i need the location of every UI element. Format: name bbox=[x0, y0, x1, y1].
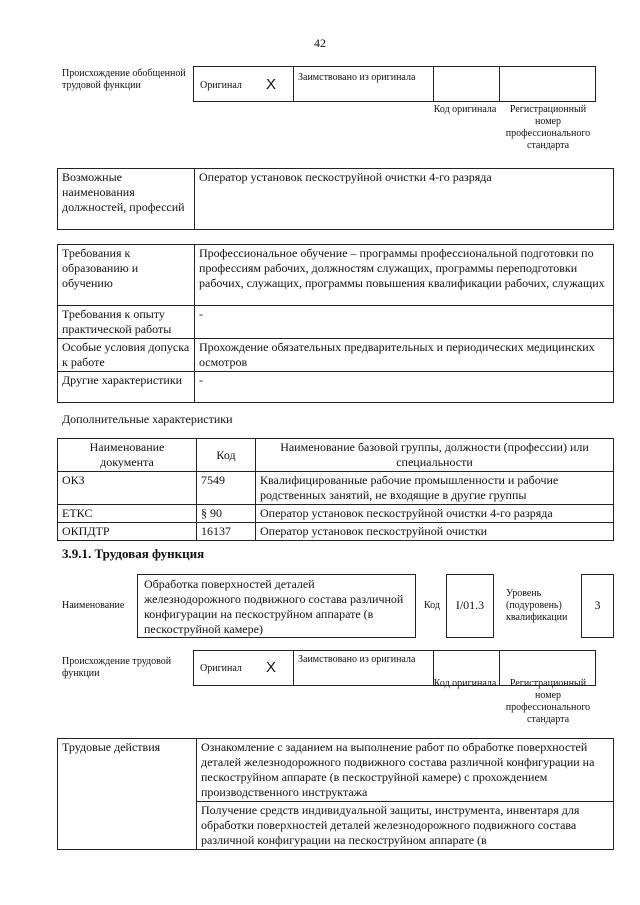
requirement-row bbox=[58, 339, 614, 372]
actions-table bbox=[57, 738, 614, 850]
origin-label: Происхождение трудовой функции bbox=[62, 656, 172, 679]
origin-label: Происхождение обобщенной трудовой функции bbox=[62, 68, 186, 91]
code-caption: Код оригинала bbox=[433, 678, 497, 689]
requirement-value: - bbox=[195, 372, 614, 403]
row-code: 7549 bbox=[197, 472, 256, 505]
row-code: § 90 bbox=[197, 505, 256, 523]
borrowed-cell bbox=[293, 651, 433, 685]
action-item: Ознакомление с заданием на выполнение работ по обработке поверхностей деталей железнодорожного подвижного состава различной конфигурации на пескоструйном аппарате (в пескоструйной камере) с прохождением производственного инструктажа bbox=[197, 739, 614, 802]
requirement-label: Требования к образованию и обучению bbox=[58, 245, 195, 306]
additional-header-row bbox=[58, 439, 614, 472]
requirement-row bbox=[58, 372, 614, 403]
original-mark: X bbox=[266, 76, 277, 93]
row-name: Квалифицированные рабочие промышленности и рабочие родственных занятий, не входящие в другие группы bbox=[256, 472, 614, 505]
positions-value: Оператор установок пескоструйной очистки 4-го разряда bbox=[195, 169, 614, 230]
borrowed-label: Заимствовано из оригинала bbox=[298, 654, 416, 665]
borrowed-cell bbox=[293, 67, 433, 101]
requirement-row bbox=[58, 306, 614, 339]
requirement-value: Профессиональное обучение – программы профессиональной подготовки по профессиям рабочих, должностям служащих, программы переподготовки рабочих, служащих, программы повышения квалификации рабочих, служащих bbox=[195, 245, 614, 306]
requirements-table bbox=[57, 244, 614, 403]
borrowed-label: Заимствовано из оригинала bbox=[298, 72, 416, 83]
original-label: Оригинал bbox=[200, 80, 242, 91]
table-row bbox=[58, 472, 614, 505]
row-name: Оператор установок пескоструйной очистки 4-го разряда bbox=[256, 505, 614, 523]
name-label: Наименование bbox=[62, 600, 125, 611]
origin-table bbox=[193, 66, 596, 102]
row-document: ЕТКС bbox=[58, 505, 197, 523]
level-label: Уровень (подуровень) квалификации bbox=[506, 588, 568, 623]
additional-table bbox=[57, 438, 614, 541]
row-document: ОКЗ bbox=[58, 472, 197, 505]
requirement-label: Требования к опыту практической работы bbox=[58, 306, 195, 339]
reg-caption: Регистрационный номер профессионального стандарта bbox=[505, 104, 591, 151]
requirement-label: Особые условия допуска к работе bbox=[58, 339, 195, 372]
header-document: Наименование документа bbox=[58, 439, 197, 472]
requirement-row bbox=[58, 245, 614, 306]
original-code-cell bbox=[433, 67, 499, 101]
table-row bbox=[58, 739, 614, 802]
function-code-box: I/01.3 bbox=[446, 574, 494, 638]
requirement-value: - bbox=[195, 306, 614, 339]
page-number: 42 bbox=[314, 36, 326, 50]
level-value-box: 3 bbox=[581, 574, 614, 638]
table-row bbox=[58, 523, 614, 541]
header-code: Код bbox=[197, 439, 256, 472]
code-caption: Код оригинала bbox=[433, 104, 497, 115]
positions-label: Возможные наименования должностей, профессий bbox=[58, 169, 195, 230]
row-document: ОКПДТР bbox=[58, 523, 197, 541]
requirement-value: Прохождение обязательных предварительных и периодических медицинских осмотров bbox=[195, 339, 614, 372]
row-code: 16137 bbox=[197, 523, 256, 541]
original-mark: X bbox=[266, 659, 277, 676]
table-row bbox=[58, 505, 614, 523]
positions-table bbox=[57, 168, 614, 230]
code-label: Код bbox=[424, 600, 440, 611]
header-name: Наименование базовой группы, должности (профессии) или специальности bbox=[256, 439, 614, 472]
actions-label: Трудовые действия bbox=[58, 739, 197, 850]
reg-number-cell bbox=[499, 67, 596, 101]
function-heading: 3.9.1. Трудовая функция bbox=[62, 546, 205, 561]
row-name: Оператор установок пескоструйной очистки bbox=[256, 523, 614, 541]
original-label: Оригинал bbox=[200, 663, 242, 674]
function-name-box: Обработка поверхностей деталей железнодорожного подвижного состава различной конфигурации на пескоструйном аппарате (в пескоструйной камере) bbox=[137, 574, 416, 638]
action-item: Получение средств индивидуальной защиты, инструмента, инвентаря для обработки поверхностей деталей железнодорожного подвижного состава различной конфигурации на пескоструйном аппарате (в bbox=[197, 802, 614, 850]
reg-caption: Регистрационный номер профессионального стандарта bbox=[505, 678, 591, 725]
requirement-label: Другие характеристики bbox=[58, 372, 195, 403]
additional-title: Дополнительные характеристики bbox=[62, 412, 233, 426]
